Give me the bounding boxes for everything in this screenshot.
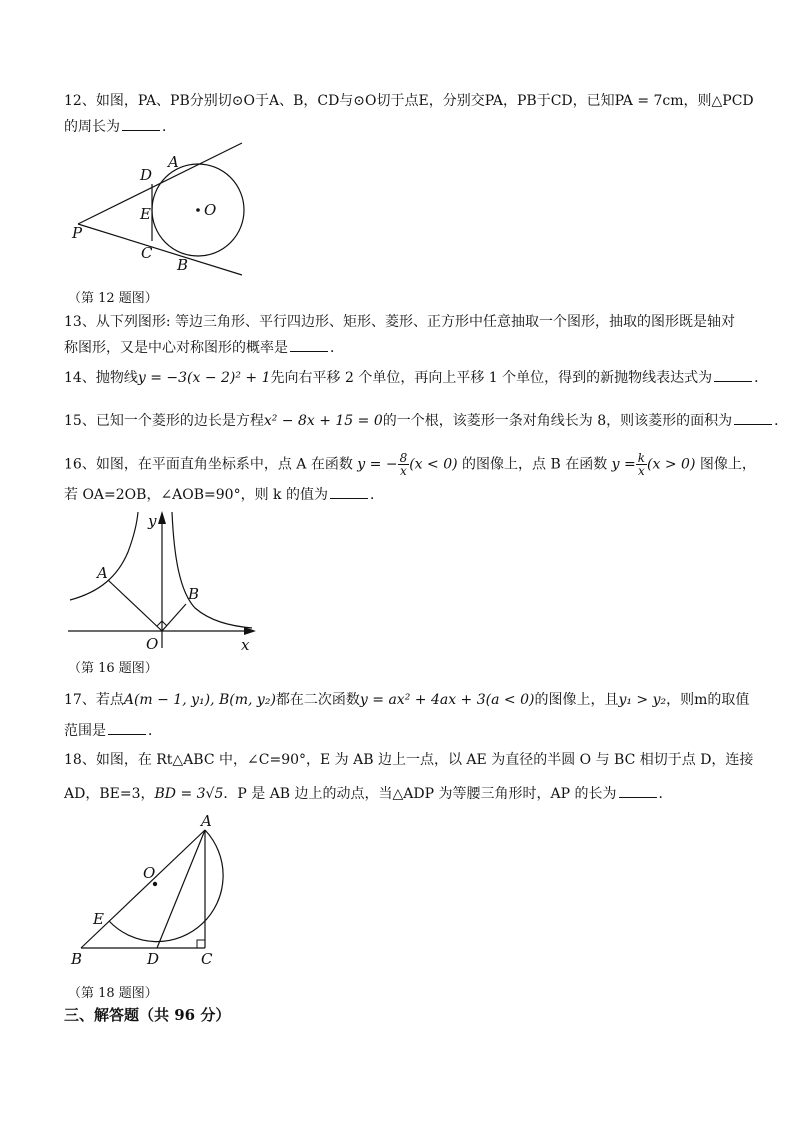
q12-figure [60, 140, 260, 280]
period: ． [330, 340, 344, 356]
q12-caption: （第 12 题图） [68, 291, 158, 306]
q17-line2 [64, 722, 162, 740]
q15-suffix: 的一个根，该菱形一条对角线长为 8，则该菱形的面积为 [382, 413, 733, 429]
q16-f1-cond: (x < 0) [409, 456, 458, 473]
q16-text-b: 的图像上，点 B 在函数 [462, 456, 608, 473]
q16-f2-lhs: y = [611, 456, 636, 473]
q18-label-B: B [71, 950, 83, 968]
q16-label-A: A [97, 564, 108, 582]
answer-blank [714, 369, 752, 382]
q12-label-B: B [177, 256, 189, 274]
q14-prefix: 14、抛物线 [64, 370, 138, 386]
q13-line2-text: 称图形，又是中心对称图形的概率是 [64, 340, 288, 356]
q12-line1: 12、如图，PA、PB分别切⊙O于A、B，CD与⊙O切于点E，分别交PA，PB于CD，已知PA = 7cm，则△PCD [64, 93, 754, 109]
q14-line [64, 369, 768, 387]
q18-label-D: D [147, 950, 160, 968]
q18-label-C: C [201, 950, 213, 968]
q16-line2-text: 若 OA=2OB，∠AOB=90°，则 k 的值为 [64, 487, 328, 503]
answer-blank [108, 722, 146, 735]
q17-formula: y = ax² + 4ax + 3(a < 0) [359, 692, 535, 708]
q18-label-E: E [93, 910, 104, 928]
q12-line2-text: 的周长为 [64, 119, 120, 135]
q16-line2 [64, 486, 384, 504]
q14-suffix: 先向右平移 2 个单位，再向上平移 1 个单位，得到的新抛物线表达式为 [270, 370, 713, 386]
q16-f1-num: 8 [399, 451, 408, 465]
q16-f1-lhs: y = − [357, 456, 398, 473]
answer-blank [122, 118, 160, 131]
q17-text-d: ，则m的取值 [666, 692, 750, 708]
q18-line1: 18、如图，在 Rt△ABC 中，∠C=90°，E 为 AB 边上一点，以 AE 为直径的半圆 O 与 BC 相切于点 D，连接 [64, 752, 754, 768]
q12-label-A: A [168, 153, 179, 171]
q16-figure [60, 508, 270, 653]
q12-line2 [64, 118, 176, 136]
q18-formula: BD = 3√5 [154, 786, 224, 802]
q16-f2-num: k [637, 451, 646, 465]
q12-label-O: O [204, 201, 217, 219]
q16-f2-den: x [638, 464, 645, 478]
q12-label-D: D [140, 166, 153, 184]
q18-label-O: O [143, 864, 156, 882]
q13-line2 [64, 339, 344, 357]
q17-text-a: 17、若点 [64, 692, 124, 708]
q18-text-a: AD，BE=3， [64, 786, 155, 802]
q14-formula: y = −3(x − 2)² + 1 [137, 370, 271, 386]
answer-blank [290, 339, 328, 352]
q16-f1-den: x [399, 464, 407, 478]
period: ． [369, 487, 384, 503]
period: ． [754, 370, 769, 386]
q16-caption: （第 16 题图） [68, 661, 158, 676]
q17-inequality: y₁ > y₂ [618, 692, 667, 708]
q12-label-E: E [140, 205, 151, 223]
q18-label-A: A [201, 812, 212, 830]
q12-label-P: P [72, 224, 83, 242]
q16-f1-fraction [398, 452, 410, 477]
q17-points: A(m − 1, y₁), B(m, y₂) [123, 692, 276, 708]
period: ． [658, 786, 673, 802]
q17-line2-text: 范围是 [64, 723, 106, 739]
answer-blank [330, 486, 368, 499]
q17-line1 [64, 691, 749, 709]
q16-text-c: 图像上， [699, 456, 756, 473]
q16-line1 [64, 452, 756, 476]
q15-prefix: 15、已知一个菱形的边长是方程 [64, 413, 264, 429]
period: ． [162, 119, 176, 135]
q16-f2-cond: (x > 0) [647, 456, 696, 473]
period: ． [774, 413, 789, 429]
q18-figure [65, 812, 245, 972]
answer-blank [619, 785, 657, 798]
period: ． [148, 723, 162, 739]
section-heading: 三、解答题（共 96 分） [64, 1006, 231, 1024]
q16-label-O: O [146, 635, 159, 653]
q16-f2-fraction [636, 452, 647, 477]
q16-text-a: 16、如图，在平面直角坐标系中，点 A 在函数 [64, 456, 353, 473]
q18-caption: （第 18 题图） [68, 986, 158, 1001]
q16-label-y: y [148, 512, 157, 530]
q13-line1: 13、从下列图形: 等边三角形、平行四边形、矩形、菱形、正方形中任意抽取一个图形，抽取的图形既是轴对 [64, 314, 735, 330]
q17-text-c: 的图像上，且 [534, 692, 619, 708]
q16-label-x: x [241, 636, 250, 654]
q15-formula: x² − 8x + 15 = 0 [263, 413, 383, 429]
answer-blank [734, 412, 772, 425]
q18-line2 [64, 785, 673, 803]
q15-line [64, 412, 788, 430]
q17-text-b: 都在二次函数 [275, 692, 360, 708]
q16-label-B: B [188, 585, 200, 603]
q18-text-b: ．P 是 AB 边上的动点，当△ADP 为等腰三角形时，AP 的长为 [223, 786, 617, 802]
q12-label-C: C [141, 244, 153, 262]
